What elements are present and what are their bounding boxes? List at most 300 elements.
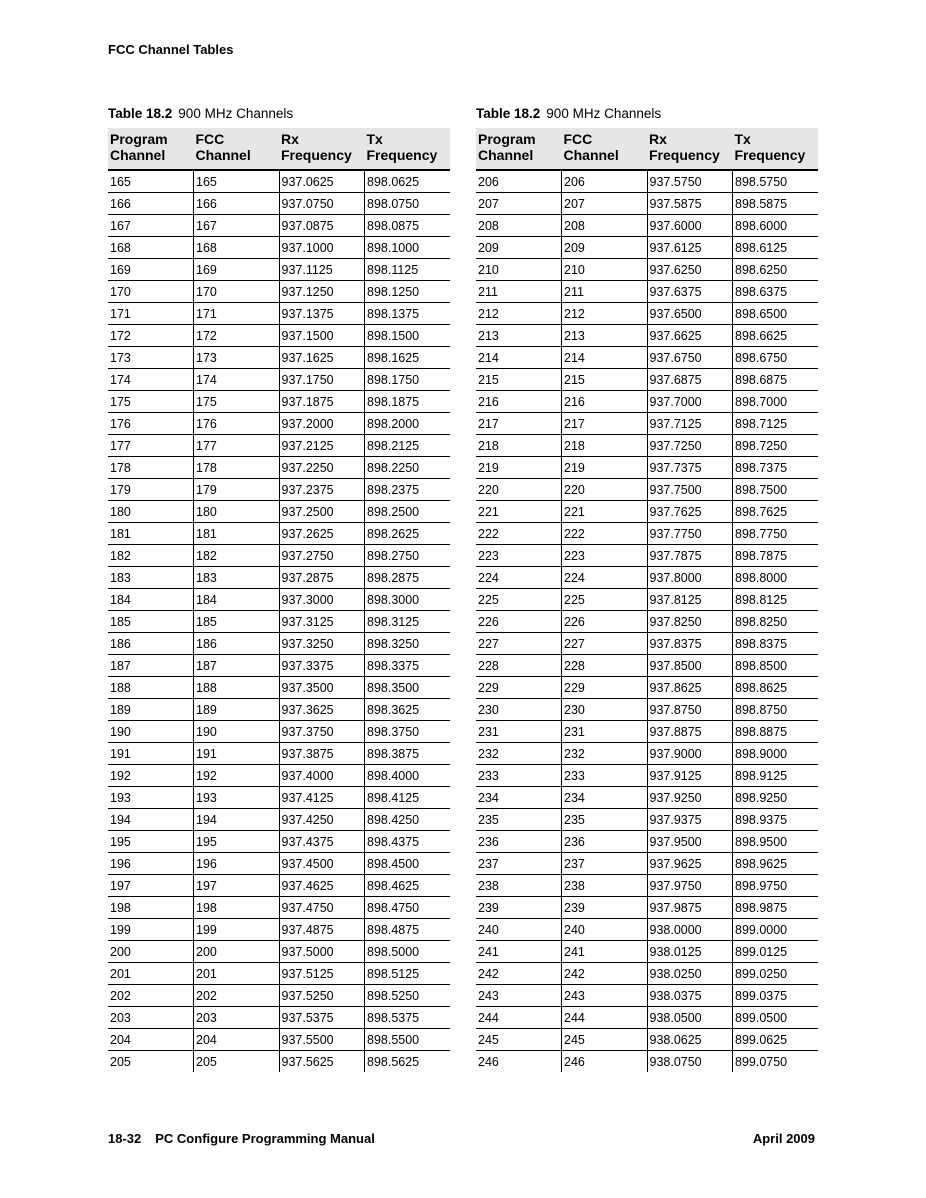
table-cell: 898.2125 <box>365 435 451 457</box>
table-cell: 937.5625 <box>279 1051 365 1073</box>
table-cell: 176 <box>194 413 280 435</box>
table-cell: 218 <box>476 435 562 457</box>
table-cell: 937.9125 <box>647 765 733 787</box>
table-cell: 185 <box>194 611 280 633</box>
table-row <box>476 369 818 391</box>
table-row <box>108 479 450 501</box>
table-cell: 170 <box>108 281 194 303</box>
table-row <box>108 611 450 633</box>
table-cell: 200 <box>108 941 194 963</box>
running-header: FCC Channel Tables <box>108 42 234 57</box>
col-header-tx-frequency: Tx Frequency <box>365 128 451 170</box>
table-cell: 937.5000 <box>279 941 365 963</box>
table-row <box>476 237 818 259</box>
table-cell: 937.8500 <box>647 655 733 677</box>
table-cell: 898.4875 <box>365 919 451 941</box>
table-cell: 937.6250 <box>647 259 733 281</box>
table-row <box>108 941 450 963</box>
table-cell: 937.2750 <box>279 545 365 567</box>
table-cell: 898.8375 <box>733 633 819 655</box>
table-cell: 899.0250 <box>733 963 819 985</box>
table-cell: 192 <box>194 765 280 787</box>
table-cell: 937.1750 <box>279 369 365 391</box>
table-row <box>476 457 818 479</box>
table-cell: 214 <box>476 347 562 369</box>
table-cell: 202 <box>108 985 194 1007</box>
table-cell: 201 <box>194 963 280 985</box>
table-cell: 937.4500 <box>279 853 365 875</box>
table-row <box>108 413 450 435</box>
table-cell: 227 <box>562 633 648 655</box>
table-cell: 898.1500 <box>365 325 451 347</box>
table-cell: 208 <box>476 215 562 237</box>
table-cell: 898.8250 <box>733 611 819 633</box>
table-cell: 898.4000 <box>365 765 451 787</box>
table-cell: 938.0250 <box>647 963 733 985</box>
table-cell: 186 <box>108 633 194 655</box>
table-cell: 182 <box>108 545 194 567</box>
table-cell: 217 <box>476 413 562 435</box>
table-cell: 179 <box>194 479 280 501</box>
table-cell: 229 <box>476 677 562 699</box>
table-cell: 898.2625 <box>365 523 451 545</box>
table-cell: 217 <box>562 413 648 435</box>
table-row <box>108 501 450 523</box>
table-cell: 212 <box>562 303 648 325</box>
table-cell: 898.5625 <box>365 1051 451 1073</box>
table-cell: 180 <box>194 501 280 523</box>
table-cell: 206 <box>476 170 562 193</box>
table-cell: 226 <box>476 611 562 633</box>
table-cell: 172 <box>108 325 194 347</box>
table-cell: 937.5375 <box>279 1007 365 1029</box>
table-cell: 898.7000 <box>733 391 819 413</box>
table-cell: 187 <box>194 655 280 677</box>
table-cell: 937.5125 <box>279 963 365 985</box>
table-cell: 199 <box>108 919 194 941</box>
table-cell: 898.0750 <box>365 193 451 215</box>
table-cell: 937.1000 <box>279 237 365 259</box>
table-row <box>108 303 450 325</box>
table-row <box>108 787 450 809</box>
table-cell: 938.0500 <box>647 1007 733 1029</box>
footer-date: April 2009 <box>752 1131 815 1146</box>
frequency-table <box>476 128 818 1072</box>
table-cell: 179 <box>108 479 194 501</box>
table-cell: 898.8000 <box>733 567 819 589</box>
table-body <box>476 170 818 1072</box>
table-cell: 898.7250 <box>733 435 819 457</box>
table-cell: 181 <box>194 523 280 545</box>
table-cell: 226 <box>562 611 648 633</box>
table-cell: 232 <box>476 743 562 765</box>
table-cell: 898.9875 <box>733 897 819 919</box>
table-row <box>108 1029 450 1051</box>
table-cell: 898.1125 <box>365 259 451 281</box>
table-cell: 205 <box>110 1054 131 1069</box>
table-cell: 899.0375 <box>733 985 819 1007</box>
table-row <box>108 193 450 215</box>
col-header-program-channel: Program Channel <box>108 128 194 170</box>
table-cell: 899.0750 <box>733 1051 819 1073</box>
table-cell: 937.4875 <box>279 919 365 941</box>
table-cell: 216 <box>562 391 648 413</box>
table-row <box>476 545 818 567</box>
table-row <box>476 743 818 765</box>
table-cell: 937.8375 <box>647 633 733 655</box>
table-row <box>108 259 450 281</box>
table-cell: 898.7500 <box>733 479 819 501</box>
table-cell: 898.2000 <box>365 413 451 435</box>
table-cell: 183 <box>108 567 194 589</box>
table-cell: 898.9000 <box>733 743 819 765</box>
table-row <box>108 523 450 545</box>
table-cell: 898.6000 <box>733 215 819 237</box>
table-cell: 208 <box>562 215 648 237</box>
table-cell: 181 <box>108 523 194 545</box>
table-row <box>108 170 450 193</box>
table-cell: 237 <box>476 853 562 875</box>
table-cell: 177 <box>194 435 280 457</box>
table-row <box>476 281 818 303</box>
table-row <box>476 259 818 281</box>
table-row <box>476 303 818 325</box>
table-cell: 215 <box>562 369 648 391</box>
table-cell: 243 <box>562 985 648 1007</box>
table-row <box>476 567 818 589</box>
table-cell: 937.1375 <box>279 303 365 325</box>
table-cell: 898.4125 <box>365 787 451 809</box>
table-cell: 170 <box>194 281 280 303</box>
table-cell: 899.0000 <box>733 919 819 941</box>
col-header-fcc-channel: FCC Channel <box>194 128 280 170</box>
table-cell: 171 <box>108 303 194 325</box>
table-row <box>476 501 818 523</box>
table-row <box>476 919 818 941</box>
table-row <box>476 479 818 501</box>
table-cell: 898.7625 <box>733 501 819 523</box>
table-cell: 937.1875 <box>279 391 365 413</box>
table-cell: 937.4000 <box>279 765 365 787</box>
table-cell: 216 <box>476 391 562 413</box>
table-cell: 223 <box>562 545 648 567</box>
table-row <box>108 985 450 1007</box>
table-cell: 207 <box>476 193 562 215</box>
table-cell: 898.6750 <box>733 347 819 369</box>
table-caption-text: 900 MHz Channels <box>546 106 662 121</box>
table-cell: 937.9875 <box>647 897 733 919</box>
table-cell: 898.6125 <box>733 237 819 259</box>
table-cell: 898.6250 <box>733 259 819 281</box>
table-row <box>108 567 450 589</box>
table-cell: 898.8875 <box>733 721 819 743</box>
table-row <box>476 1029 818 1051</box>
table-row <box>108 237 450 259</box>
table-cell: 244 <box>562 1007 648 1029</box>
table-cell: 227 <box>476 633 562 655</box>
table-cell: 222 <box>476 523 562 545</box>
col-header-tx-frequency: Tx Frequency <box>733 128 819 170</box>
table-cell: 169 <box>108 259 194 281</box>
table-cell: 898.3000 <box>365 589 451 611</box>
table-cell: 209 <box>476 237 562 259</box>
table-cell: 215 <box>476 369 562 391</box>
table-row <box>108 963 450 985</box>
table-cell: 937.9250 <box>647 787 733 809</box>
table-cell: 937.7500 <box>647 479 733 501</box>
table-cell: 187 <box>108 655 194 677</box>
table-row <box>108 875 450 897</box>
table-cell: 938.0375 <box>647 985 733 1007</box>
table-row <box>108 391 450 413</box>
col-header-program-channel: Program Channel <box>476 128 562 170</box>
table-cell: 167 <box>194 215 280 237</box>
table-row <box>476 347 818 369</box>
table-cell: 898.5250 <box>365 985 451 1007</box>
table-cell: 205 <box>194 1051 280 1073</box>
table-cell: 898.9750 <box>733 875 819 897</box>
table-cell: 237 <box>562 853 648 875</box>
channel-table-left <box>108 106 450 1072</box>
table-cell: 898.7750 <box>733 523 819 545</box>
table-row <box>476 941 818 963</box>
table-cell: 183 <box>194 567 280 589</box>
table-row <box>476 677 818 699</box>
table-cell: 938.0750 <box>647 1051 733 1073</box>
table-cell: 898.3500 <box>365 677 451 699</box>
table-cell: 898.2250 <box>365 457 451 479</box>
table-cell: 236 <box>476 831 562 853</box>
table-cell: 231 <box>476 721 562 743</box>
table-cell: 211 <box>562 281 648 303</box>
table-cell: 210 <box>562 259 648 281</box>
table-cell: 898.5000 <box>365 941 451 963</box>
table-cell: 197 <box>194 875 280 897</box>
table-cell: 174 <box>108 369 194 391</box>
table-cell: 191 <box>194 743 280 765</box>
table-cell: 238 <box>476 875 562 897</box>
table-cell: 218 <box>562 435 648 457</box>
table-cell: 937.2875 <box>279 567 365 589</box>
table-cell: 898.3625 <box>365 699 451 721</box>
table-cell: 193 <box>108 787 194 809</box>
table-cell: 938.0000 <box>647 919 733 941</box>
table-row <box>476 963 818 985</box>
table-cell: 242 <box>476 963 562 985</box>
table-row <box>108 721 450 743</box>
table-cell: 184 <box>194 589 280 611</box>
table-row <box>476 413 818 435</box>
table-cell: 228 <box>476 655 562 677</box>
table-cell: 937.3000 <box>279 589 365 611</box>
table-cell: 173 <box>194 347 280 369</box>
table-cell: 165 <box>108 170 194 193</box>
table-row <box>108 897 450 919</box>
table-cell: 211 <box>476 281 562 303</box>
table-cell: 210 <box>476 259 562 281</box>
table-cell: 229 <box>562 677 648 699</box>
table-cell: 239 <box>562 897 648 919</box>
table-header-row <box>108 128 450 170</box>
table-cell: 898.3875 <box>365 743 451 765</box>
table-cell: 938.0625 <box>647 1029 733 1051</box>
table-cell: 898.9625 <box>733 853 819 875</box>
table-cell: 898.1625 <box>365 347 451 369</box>
table-cell: 937.1500 <box>279 325 365 347</box>
table-caption-text: 900 MHz Channels <box>178 106 294 121</box>
table-cell: 937.6875 <box>647 369 733 391</box>
table-cell: 189 <box>194 699 280 721</box>
table-row <box>108 589 450 611</box>
table-cell: 244 <box>476 1007 562 1029</box>
table-cell: 175 <box>108 391 194 413</box>
table-cell: 177 <box>108 435 194 457</box>
table-cell: 220 <box>562 479 648 501</box>
table-cell: 898.0875 <box>365 215 451 237</box>
table-cell: 937.6125 <box>647 237 733 259</box>
table-cell: 937.8625 <box>647 677 733 699</box>
table-cell: 194 <box>108 809 194 831</box>
table-header-row <box>476 128 818 170</box>
table-cell: 937.5250 <box>279 985 365 1007</box>
table-cell: 937.5875 <box>647 193 733 215</box>
table-caption <box>108 106 450 121</box>
table-cell: 232 <box>562 743 648 765</box>
table-row <box>108 369 450 391</box>
table-caption <box>476 106 818 121</box>
table-cell: 204 <box>194 1029 280 1051</box>
table-cell: 937.3125 <box>279 611 365 633</box>
table-cell: 937.8125 <box>647 589 733 611</box>
table-cell: 186 <box>194 633 280 655</box>
table-cell: 230 <box>476 699 562 721</box>
table-cell: 240 <box>476 919 562 941</box>
table-cell: 898.5750 <box>733 170 819 193</box>
table-row <box>476 985 818 1007</box>
table-cell: 898.2500 <box>365 501 451 523</box>
table-cell: 213 <box>562 325 648 347</box>
table-cell: 235 <box>476 809 562 831</box>
table-cell: 178 <box>108 457 194 479</box>
table-cell: 937.2625 <box>279 523 365 545</box>
table-body <box>108 170 450 1072</box>
table-row <box>108 853 450 875</box>
table-cell: 221 <box>562 501 648 523</box>
table-cell: 937.0875 <box>279 215 365 237</box>
table-row <box>476 1007 818 1029</box>
table-cell: 937.3250 <box>279 633 365 655</box>
table-cell: 937.7375 <box>647 457 733 479</box>
table-cell: 937.5750 <box>647 170 733 193</box>
table-cell: 169 <box>194 259 280 281</box>
table-cell: 898.7375 <box>733 457 819 479</box>
table-cell: 224 <box>476 567 562 589</box>
page-number: 18-32 <box>108 1131 142 1146</box>
table-cell: 898.2375 <box>365 479 451 501</box>
table-cell: 937.9750 <box>647 875 733 897</box>
table-cell: 899.0125 <box>733 941 819 963</box>
table-cell: 180 <box>108 501 194 523</box>
table-cell: 172 <box>194 325 280 347</box>
table-row <box>108 325 450 347</box>
table-cell: 937.1625 <box>279 347 365 369</box>
table-row <box>476 193 818 215</box>
table-cell: 166 <box>108 193 194 215</box>
table-cell: 203 <box>194 1007 280 1029</box>
table-cell: 242 <box>562 963 648 985</box>
table-cell: 243 <box>476 985 562 1007</box>
table-cell: 937.7875 <box>647 545 733 567</box>
table-cell: 937.0750 <box>279 193 365 215</box>
table-cell: 233 <box>562 765 648 787</box>
table-cell: 241 <box>562 941 648 963</box>
table-cell: 220 <box>476 479 562 501</box>
table-cell: 190 <box>108 721 194 743</box>
table-cell: 898.3125 <box>365 611 451 633</box>
table-cell: 937.6375 <box>647 281 733 303</box>
table-row <box>476 875 818 897</box>
table-cell: 937.0625 <box>279 170 365 193</box>
table-cell: 193 <box>194 787 280 809</box>
table-cell: 239 <box>476 897 562 919</box>
table-cell: 937.4750 <box>279 897 365 919</box>
table-cell: 246 <box>478 1054 499 1069</box>
table-cell: 898.1250 <box>365 281 451 303</box>
table-cell: 937.8000 <box>647 567 733 589</box>
table-cell: 937.9625 <box>647 853 733 875</box>
table-cell: 898.4375 <box>365 831 451 853</box>
table-cell: 230 <box>562 699 648 721</box>
table-cell: 937.2375 <box>279 479 365 501</box>
table-row <box>108 743 450 765</box>
table-cell: 167 <box>108 215 194 237</box>
table-cell: 168 <box>108 237 194 259</box>
col-header-rx-frequency: Rx Frequency <box>647 128 733 170</box>
table-row <box>108 633 450 655</box>
table-cell: 937.3875 <box>279 743 365 765</box>
table-cell: 898.5500 <box>365 1029 451 1051</box>
table-row <box>476 721 818 743</box>
table-cell: 898.0625 <box>365 170 451 193</box>
table-cell: 937.2000 <box>279 413 365 435</box>
table-cell: 182 <box>194 545 280 567</box>
table-cell: 898.4750 <box>365 897 451 919</box>
table-cell: 171 <box>194 303 280 325</box>
table-cell: 192 <box>108 765 194 787</box>
table-cell: 937.6625 <box>647 325 733 347</box>
table-cell: 937.8875 <box>647 721 733 743</box>
table-cell: 937.6750 <box>647 347 733 369</box>
table-cell: 898.3375 <box>365 655 451 677</box>
table-row <box>108 1051 450 1073</box>
table-cell: 204 <box>108 1029 194 1051</box>
table-cell: 207 <box>562 193 648 215</box>
table-row <box>476 611 818 633</box>
table-cell: 937.1125 <box>279 259 365 281</box>
table-cell: 175 <box>194 391 280 413</box>
table-cell: 937.9375 <box>647 809 733 831</box>
table-cell: 236 <box>562 831 648 853</box>
table-cell: 189 <box>108 699 194 721</box>
table-row <box>476 1051 818 1073</box>
table-cell: 937.7250 <box>647 435 733 457</box>
table-cell: 937.4625 <box>279 875 365 897</box>
table-cell: 219 <box>562 457 648 479</box>
table-cell: 898.9125 <box>733 765 819 787</box>
table-row <box>476 897 818 919</box>
table-cell: 937.7125 <box>647 413 733 435</box>
table-cell: 225 <box>562 589 648 611</box>
